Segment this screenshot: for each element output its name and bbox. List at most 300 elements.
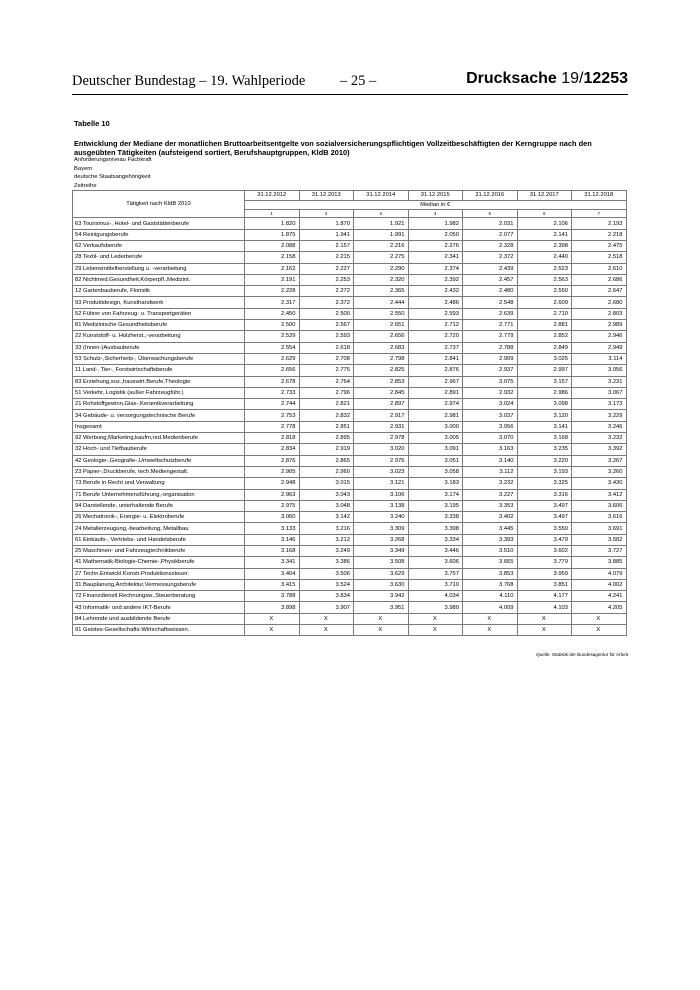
- median-value-cell: 3.898: [245, 602, 300, 613]
- table-row: [73, 568, 627, 579]
- table-row: [73, 252, 627, 263]
- median-value-cell: 3.195: [408, 500, 463, 511]
- table-row: [73, 376, 627, 387]
- median-value-cell: 3.402: [463, 512, 518, 523]
- median-value-cell: 2.737: [408, 342, 463, 353]
- occupation-label: 71 Berufe Unternehmensführung,-organisation: [73, 489, 245, 500]
- median-value-cell: 4.205: [572, 602, 627, 613]
- median-value-cell: 3.727: [572, 545, 627, 556]
- median-value-cell: 2.253: [299, 274, 354, 285]
- table-row: [73, 625, 627, 636]
- median-value-cell: X: [299, 625, 354, 636]
- median-value-cell: 2.967: [408, 376, 463, 387]
- median-value-cell: 1.982: [408, 218, 463, 229]
- median-value-cell: 3.235: [517, 444, 572, 455]
- median-value-cell: 2.976: [354, 455, 409, 466]
- median-value-cell: 3.246: [572, 421, 627, 432]
- median-value-cell: 2.141: [517, 229, 572, 240]
- occupation-label: 28 Textil- und Lederberufe: [73, 252, 245, 263]
- median-value-cell: 2.981: [408, 410, 463, 421]
- median-value-cell: 4.241: [572, 591, 627, 602]
- median-value-cell: X: [408, 625, 463, 636]
- median-value-cell: 2.881: [517, 320, 572, 331]
- median-value-cell: X: [463, 625, 518, 636]
- median-value-cell: 3.267: [572, 455, 627, 466]
- median-value-cell: 3.060: [245, 512, 300, 523]
- median-value-cell: 2.567: [299, 320, 354, 331]
- median-value-cell: 3.220: [517, 455, 572, 466]
- occupation-label: 84 Lehrende und ausbildende Berufe: [73, 613, 245, 624]
- occupation-label: 61 Einkaufs-, Vertriebs- und Handelsberufe: [73, 534, 245, 545]
- median-value-cell: 2.905: [245, 466, 300, 477]
- header-parliament: Deutscher Bundestag – 19. Wahlperiode: [72, 73, 306, 89]
- median-value-cell: 2.563: [517, 274, 572, 285]
- occupation-label: 92 Werbung,Marketing,kaufm,red.Medienberufe: [73, 433, 245, 444]
- median-value-cell: 3.446: [408, 545, 463, 556]
- table-row: [73, 365, 627, 376]
- median-value-cell: 2.974: [408, 399, 463, 410]
- median-value-cell: 2.457: [463, 274, 518, 285]
- median-value-cell: 2.818: [245, 433, 300, 444]
- median-value-cell: 1.941: [299, 229, 354, 240]
- table-row: [73, 263, 627, 274]
- median-value-cell: 2.764: [299, 376, 354, 387]
- table-row: [73, 534, 627, 545]
- median-value-cell: 3.173: [572, 399, 627, 410]
- table-row: [73, 353, 627, 364]
- occupation-label: 33 (Innen-)Ausbauberufe: [73, 342, 245, 353]
- median-value-cell: 2.432: [408, 286, 463, 297]
- table-row: [73, 274, 627, 285]
- median-value-cell: 3.353: [463, 500, 518, 511]
- median-value-cell: 2.841: [408, 353, 463, 364]
- median-value-cell: 2.320: [354, 274, 409, 285]
- column-index: 4: [408, 210, 463, 218]
- median-value-cell: 3.907: [299, 602, 354, 613]
- table-row: [73, 218, 627, 229]
- median-value-cell: 3.386: [299, 557, 354, 568]
- median-value-cell: 3.885: [572, 557, 627, 568]
- table-row: [73, 399, 627, 410]
- median-value-cell: 3.338: [408, 512, 463, 523]
- median-value-cell: 3.043: [299, 489, 354, 500]
- table-row: [73, 591, 627, 602]
- table-row: [73, 410, 627, 421]
- median-value-cell: 3.582: [572, 534, 627, 545]
- median-value-cell: 3.240: [354, 512, 409, 523]
- occupation-label: 31 Bauplanung,Architektur,Vermessungsberufe: [73, 579, 245, 590]
- table-head: [73, 191, 627, 218]
- median-value-cell: 3.404: [245, 568, 300, 579]
- median-value-cell: 2.341: [408, 252, 463, 263]
- median-value-cell: 2.678: [245, 376, 300, 387]
- median-value-cell: 2.897: [354, 399, 409, 410]
- median-value-cell: 4.002: [572, 579, 627, 590]
- table-row: [73, 455, 627, 466]
- median-value-cell: X: [517, 613, 572, 624]
- occupation-label: 63 Tourismus-, Hotel- und Gaststättenberufe: [73, 218, 245, 229]
- occupation-label: 26 Mechatronik-, Energie- u. Elektroberufe: [73, 512, 245, 523]
- median-value-cell: 3.168: [517, 433, 572, 444]
- median-value-cell: 2.158: [245, 252, 300, 263]
- median-value-cell: 3.630: [354, 579, 409, 590]
- median-value-cell: 2.832: [299, 410, 354, 421]
- median-value-cell: 3.392: [572, 444, 627, 455]
- median-value-cell: 3.710: [408, 579, 463, 590]
- median-value-cell: 2.629: [245, 353, 300, 364]
- median-value-cell: 2.686: [572, 274, 627, 285]
- median-value-cell: 2.708: [299, 353, 354, 364]
- median-value-cell: 2.523: [517, 263, 572, 274]
- year-header: 31.12.2018: [572, 191, 627, 201]
- median-value-cell: 2.895: [299, 433, 354, 444]
- year-header: 31.12.2014: [354, 191, 409, 201]
- median-value-cell: 3.445: [463, 523, 518, 534]
- median-value-cell: 2.550: [517, 286, 572, 297]
- year-header: 31.12.2013: [299, 191, 354, 201]
- median-value-cell: 3.138: [354, 500, 409, 511]
- median-value-cell: 2.609: [517, 297, 572, 308]
- median-value-cell: 1.991: [354, 229, 409, 240]
- median-value-cell: 2.821: [299, 399, 354, 410]
- table-row: [73, 229, 627, 240]
- table-title: Entwicklung der Mediane der monatlichen Bruttoarbeitsentgelte von sozialversicherungspflichtigen Vollzeitbeschäftigten der Kerngruppe nach den ausgeübten Tätigkeiten (aufsteigend sortiert, Berufshauptgruppen, KldB 2010): [74, 139, 592, 157]
- median-value-cell: 2.106: [517, 218, 572, 229]
- median-value-cell: 3.550: [517, 523, 572, 534]
- median-value-cell: 3.415: [245, 579, 300, 590]
- median-value-cell: 2.550: [354, 308, 409, 319]
- median-value-cell: 2.975: [245, 500, 300, 511]
- median-value-cell: 2.712: [408, 320, 463, 331]
- median-value-cell: X: [572, 625, 627, 636]
- median-value-cell: 2.788: [463, 342, 518, 353]
- year-header: 31.12.2017: [517, 191, 572, 201]
- median-value-cell: 2.651: [354, 320, 409, 331]
- table-row: [73, 320, 627, 331]
- median-value-cell: 3.606: [408, 557, 463, 568]
- occupation-label: 73 Berufe in Recht und Verwaltung: [73, 478, 245, 489]
- median-value-cell: 2.480: [463, 286, 518, 297]
- median-value-cell: 2.917: [354, 410, 409, 421]
- occupation-label: 91 Geistes-Gesellschafts-Wirtschaftswissen.: [73, 625, 245, 636]
- column-index: 6: [517, 210, 572, 218]
- median-value-cell: 3.142: [299, 512, 354, 523]
- median-value-cell: 2.853: [354, 376, 409, 387]
- median-value-cell: 2.849: [517, 342, 572, 353]
- median-value-cell: 3.479: [517, 534, 572, 545]
- occupation-label: 12 Gartenbauberufe, Floristik: [73, 286, 245, 297]
- median-value-cell: 3.056: [572, 365, 627, 376]
- occupation-label: 72 Finanzdienstl.Rechnungsw.,Steuerberatung: [73, 591, 245, 602]
- median-value-cell: 2.275: [354, 252, 409, 263]
- median-value-cell: 2.227: [299, 263, 354, 274]
- median-value-cell: 2.539: [245, 331, 300, 342]
- table-row: [73, 421, 627, 432]
- median-value-cell: 3.067: [572, 387, 627, 398]
- median-value-cell: 2.931: [354, 421, 409, 432]
- median-value-cell: 2.865: [299, 455, 354, 466]
- table-row: [73, 387, 627, 398]
- median-value-cell: 2.618: [299, 342, 354, 353]
- median-value-cell: 3.325: [517, 478, 572, 489]
- median-value-cell: 2.949: [572, 342, 627, 353]
- median-value-cell: 3.757: [408, 568, 463, 579]
- median-value-cell: 2.162: [245, 263, 300, 274]
- header-rule: [72, 94, 628, 95]
- median-value-cell: 2.191: [245, 274, 300, 285]
- median-value-cell: 2.317: [245, 297, 300, 308]
- median-value-cell: 2.193: [572, 218, 627, 229]
- median-value-cell: 3.121: [354, 478, 409, 489]
- median-value-cell: 3.232: [463, 478, 518, 489]
- median-value-cell: 3.075: [463, 376, 518, 387]
- median-value-cell: X: [354, 625, 409, 636]
- table-row: [73, 545, 627, 556]
- median-value-cell: 3.349: [354, 545, 409, 556]
- occupation-label: 93 Produktdesign, Kunsthandwerk: [73, 297, 245, 308]
- median-value-cell: 2.876: [408, 365, 463, 376]
- table-row: [73, 331, 627, 342]
- median-value-cell: 3.393: [463, 534, 518, 545]
- median-value-cell: 3.779: [517, 557, 572, 568]
- table-row: [73, 557, 627, 568]
- occupation-label: 54 Reinigungsberufe: [73, 229, 245, 240]
- median-value-cell: 2.948: [245, 478, 300, 489]
- occupation-label: 27 Techn.Entwickl.Konstr.Produktionssteuer.: [73, 568, 245, 579]
- occupation-label: 29 Lebensmittelherstellung u. -verarbeitung: [73, 263, 245, 274]
- median-value-cell: 3.508: [354, 557, 409, 568]
- median-value-cell: 2.276: [408, 240, 463, 251]
- median-value-cell: 3.141: [517, 421, 572, 432]
- occupation-label: 32 Hoch- und Tiefbauberufe: [73, 444, 245, 455]
- year-header: 31.12.2012: [245, 191, 300, 201]
- year-header-row: [73, 191, 627, 201]
- occupation-label: 53 Schutz-,Sicherheits-, Überwachungsberufe: [73, 353, 245, 364]
- median-value-cell: 1.921: [354, 218, 409, 229]
- occupation-label: 83 Erziehung,soz.,hauswirt.Berufe,Theologie: [73, 376, 245, 387]
- median-value-cell: 3.853: [463, 568, 518, 579]
- median-value-cell: 2.919: [299, 444, 354, 455]
- table-row: [73, 478, 627, 489]
- occupation-label: 22 Kunststoff- u. Holzherst.,-verarbeitung: [73, 331, 245, 342]
- median-value-cell: 2.444: [354, 297, 409, 308]
- median-value-cell: 2.228: [245, 286, 300, 297]
- median-value-cell: 3.602: [517, 545, 572, 556]
- row-header: Tätigkeit nach KldB 2010: [73, 191, 245, 218]
- meta-line: Anforderungsniveau Fachkraft: [74, 157, 152, 163]
- median-value-cell: 2.937: [463, 365, 518, 376]
- median-value-cell: 2.216: [354, 240, 409, 251]
- median-value-cell: 2.475: [572, 240, 627, 251]
- median-value-cell: 2.845: [354, 387, 409, 398]
- median-value-cell: 3.691: [572, 523, 627, 534]
- column-index: 5: [463, 210, 518, 218]
- median-value-cell: 2.374: [408, 263, 463, 274]
- occupation-label: 25 Maschinen- und Fahrzeugtechnikberufe: [73, 545, 245, 556]
- meta-line: Zeitreihe: [74, 182, 97, 189]
- median-value-cell: 3.140: [463, 455, 518, 466]
- median-value-cell: 3.058: [408, 466, 463, 477]
- year-header: 31.12.2016: [463, 191, 518, 201]
- median-value-cell: 3.524: [299, 579, 354, 590]
- occupation-label: 81 Medizinische Gesundheitsberufe: [73, 320, 245, 331]
- header-period-prefix: 19/: [561, 70, 584, 87]
- median-value-cell: 2.372: [299, 297, 354, 308]
- median-value-cell: 2.960: [299, 466, 354, 477]
- median-value-cell: 3.020: [354, 444, 409, 455]
- median-value-cell: 3.193: [517, 466, 572, 477]
- occupation-label: 11 Land-, Tier-, Forstwirtschaftsberufe: [73, 365, 245, 376]
- median-value-cell: 2.157: [299, 240, 354, 251]
- column-index: 7: [572, 210, 627, 218]
- median-value-cell: 3.227: [463, 489, 518, 500]
- table-row: [73, 308, 627, 319]
- table-row: [73, 523, 627, 534]
- median-value-cell: 3.334: [408, 534, 463, 545]
- source-note: Quelle: Statistik der Bundesagentur für Arbeit: [536, 652, 628, 657]
- median-value-cell: 3.091: [408, 444, 463, 455]
- median-value-cell: 3.037: [463, 410, 518, 421]
- median-value-cell: 2.392: [408, 274, 463, 285]
- median-value-cell: 2.778: [245, 421, 300, 432]
- column-index: 3: [354, 210, 409, 218]
- occupation-label: 21 Rohstoffgewinn,Glas-,Keramikverarbeitung: [73, 399, 245, 410]
- median-value-cell: 3.025: [517, 353, 572, 364]
- header-document-number: [466, 70, 628, 88]
- table-row: [73, 602, 627, 613]
- header-drucksache-label: Drucksache: [466, 70, 557, 87]
- median-value-cell: 3.168: [245, 545, 300, 556]
- median-value-cell: 3.070: [463, 433, 518, 444]
- median-value-cell: 2.398: [517, 240, 572, 251]
- median-value-cell: 2.440: [517, 252, 572, 263]
- median-value-cell: 2.593: [408, 308, 463, 319]
- median-value-cell: 3.051: [408, 455, 463, 466]
- median-value-cell: 2.647: [572, 286, 627, 297]
- median-value-cell: 3.851: [517, 579, 572, 590]
- median-value-cell: 2.656: [354, 331, 409, 342]
- median-value-cell: X: [299, 613, 354, 624]
- median-value-cell: 2.554: [245, 342, 300, 353]
- table-row: [73, 500, 627, 511]
- median-value-cell: 3.000: [408, 421, 463, 432]
- median-value-cell: 3.497: [517, 500, 572, 511]
- median-value-cell: 2.593: [299, 331, 354, 342]
- median-value-cell: 4.177: [517, 591, 572, 602]
- median-value-cell: 2.989: [572, 320, 627, 331]
- table-body: [73, 218, 627, 636]
- meta-line: Bayern: [74, 165, 93, 172]
- median-value-cell: 2.290: [354, 263, 409, 274]
- occupation-label: 94 Darstellende, unterhaltende Berufe: [73, 500, 245, 511]
- median-value-cell: 2.683: [354, 342, 409, 353]
- table-row: [73, 342, 627, 353]
- median-value-cell: 3.629: [354, 568, 409, 579]
- median-value-cell: 2.656: [245, 365, 300, 376]
- median-value-cell: 3.506: [299, 568, 354, 579]
- table-row: [73, 240, 627, 251]
- median-value-cell: 2.798: [354, 353, 409, 364]
- median-value-cell: 3.788: [245, 591, 300, 602]
- median-value-cell: 2.891: [408, 387, 463, 398]
- median-value-cell: 2.986: [517, 387, 572, 398]
- median-value-cell: 2.500: [245, 320, 300, 331]
- median-value-cell: 3.229: [572, 410, 627, 421]
- occupation-label: 24 Metallerzeugung,-bearbeitung, Metallbau: [73, 523, 245, 534]
- median-value-cell: 3.309: [354, 523, 409, 534]
- median-value-cell: 1.820: [245, 218, 300, 229]
- median-value-cell: 1.875: [245, 229, 300, 240]
- unit-header: Median in €: [245, 200, 627, 210]
- median-value-cell: 3.163: [463, 444, 518, 455]
- median-value-cell: 3.768: [463, 579, 518, 590]
- median-value-cell: 4.110: [463, 591, 518, 602]
- median-value-cell: 2.218: [572, 229, 627, 240]
- median-value-cell: 3.497: [517, 512, 572, 523]
- table-meta: [74, 156, 152, 190]
- median-value-cell: 2.978: [354, 433, 409, 444]
- median-value-cell: 3.174: [408, 489, 463, 500]
- median-value-cell: 4.079: [572, 568, 627, 579]
- median-value-cell: X: [245, 625, 300, 636]
- median-value-cell: 3.232: [572, 433, 627, 444]
- median-value-cell: 2.825: [354, 365, 409, 376]
- table-row: [73, 433, 627, 444]
- median-value-cell: 2.372: [463, 252, 518, 263]
- median-value-cell: 3.216: [299, 523, 354, 534]
- median-value-cell: 1.870: [299, 218, 354, 229]
- median-value-cell: 2.215: [299, 252, 354, 263]
- median-value-cell: 2.486: [408, 297, 463, 308]
- median-value-cell: 2.963: [245, 489, 300, 500]
- median-value-cell: 2.077: [463, 229, 518, 240]
- median-value-cell: 2.548: [463, 297, 518, 308]
- median-value-cell: 2.439: [463, 263, 518, 274]
- median-value-cell: 2.680: [572, 297, 627, 308]
- median-value-cell: 2.720: [408, 331, 463, 342]
- median-value-cell: 2.500: [299, 308, 354, 319]
- median-value-cell: 3.260: [572, 466, 627, 477]
- occupation-label: Insgesamt: [73, 421, 245, 432]
- median-value-cell: 2.851: [299, 421, 354, 432]
- median-value-cell: 2.852: [517, 331, 572, 342]
- median-value-cell: X: [408, 613, 463, 624]
- column-index: 1: [245, 210, 300, 218]
- median-value-cell: 2.450: [245, 308, 300, 319]
- median-value-cell: 3.023: [354, 466, 409, 477]
- median-value-cell: 3.024: [463, 399, 518, 410]
- table-row: [73, 466, 627, 477]
- median-value-cell: 2.031: [463, 218, 518, 229]
- median-value-cell: 3.341: [245, 557, 300, 568]
- median-value-cell: 2.796: [299, 387, 354, 398]
- median-value-cell: 2.272: [299, 286, 354, 297]
- table-label: Tabelle 10: [74, 119, 110, 128]
- median-value-cell: 2.088: [245, 240, 300, 251]
- median-value-cell: 3.015: [299, 478, 354, 489]
- table-row: [73, 579, 627, 590]
- median-value-cell: 3.834: [299, 591, 354, 602]
- median-value-cell: 3.268: [354, 534, 409, 545]
- median-value-cell: 3.106: [354, 489, 409, 500]
- median-value-cell: 2.932: [463, 387, 518, 398]
- meta-line: deutsche Staatsangehörigkeit: [74, 174, 151, 181]
- median-value-cell: X: [463, 613, 518, 624]
- median-value-cell: 2.909: [463, 353, 518, 364]
- median-value-cell: 2.733: [245, 387, 300, 398]
- table-row: [73, 297, 627, 308]
- table-row: [73, 286, 627, 297]
